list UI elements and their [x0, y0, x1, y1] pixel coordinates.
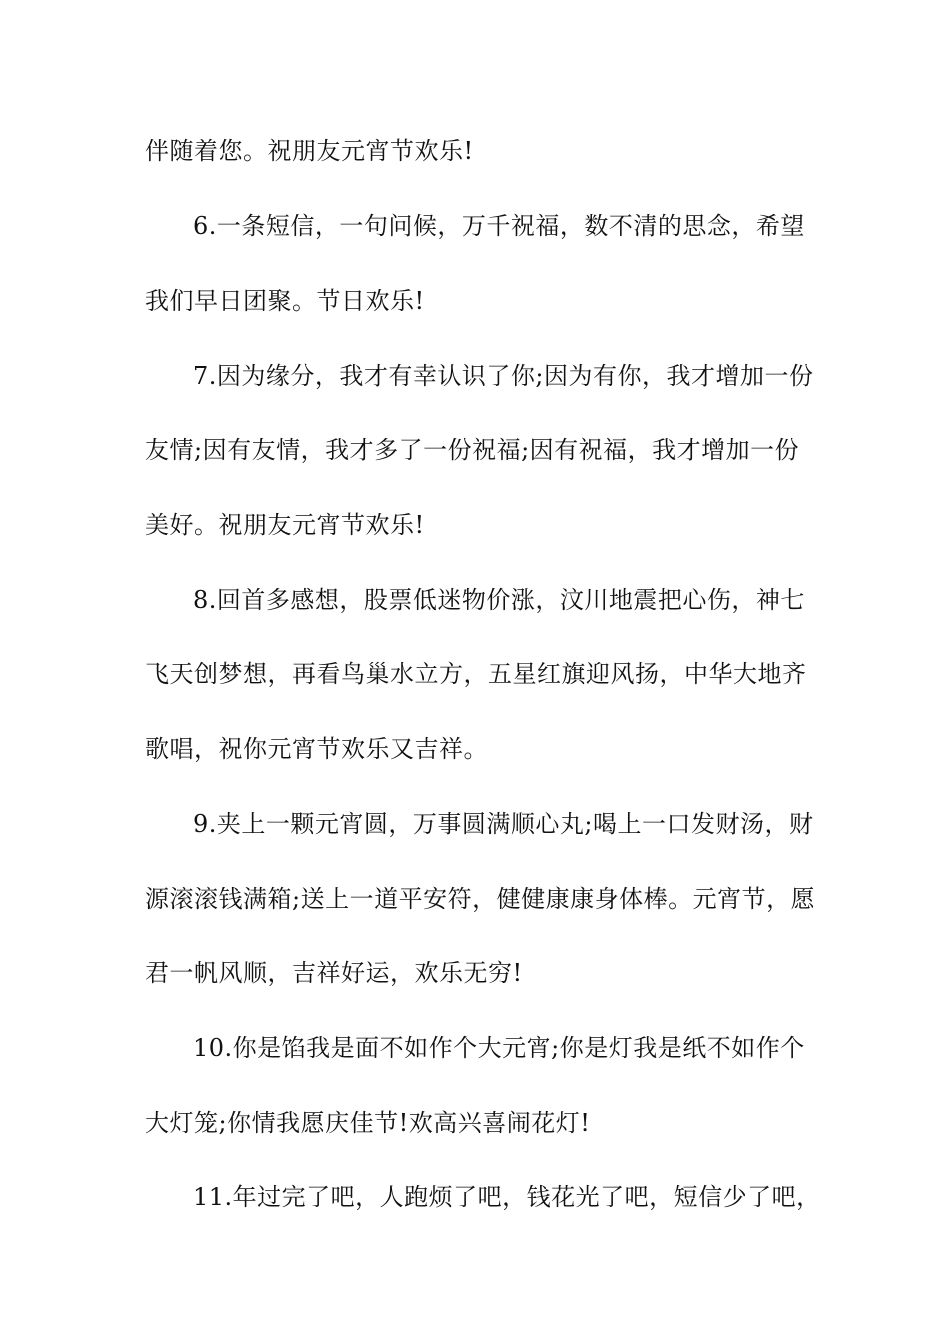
text-line: 飞天创梦想，再看鸟巢水立方，五星红旗迎风扬，中华大地齐 [145, 660, 807, 688]
text-line: 君一帆风顺，吉祥好运，欢乐无穷! [145, 959, 523, 987]
text-line: 歌唱，祝你元宵节欢乐又吉祥。 [145, 735, 488, 763]
text-line: 8.回首多感想，股票低迷物价涨，汶川地震把心伤，神七 [193, 586, 805, 614]
text-line: 伴随着您。祝朋友元宵节欢乐! [145, 137, 474, 165]
text-line: 友情;因有友情，我才多了一份祝福;因有祝福，我才增加一份 [145, 436, 800, 464]
text-line: 美好。祝朋友元宵节欢乐! [145, 511, 425, 539]
text-line: 10.你是馅我是面不如作个大元宵;你是灯我是纸不如作个 [193, 1034, 805, 1062]
text-line: 9.夹上一颗元宵圆，万事圆满顺心丸;喝上一口发财汤，财 [193, 810, 814, 838]
text-line: 7.因为缘分，我才有幸认识了你;因为有你，我才增加一份 [193, 362, 814, 390]
text-line: 11.年过完了吧，人跑烦了吧，钱花光了吧，短信少了吧， [193, 1183, 821, 1211]
text-line: 大灯笼;你情我愿庆佳节!欢高兴喜闹花灯! [145, 1109, 591, 1137]
text-line: 6.一条短信，一句问候，万千祝福，数不清的思念，希望 [193, 212, 805, 240]
text-line: 源滚滚钱满箱;送上一道平安符，健健康康身体棒。元宵节，愿 [145, 885, 816, 913]
text-line: 我们早日团聚。节日欢乐! [145, 287, 425, 315]
